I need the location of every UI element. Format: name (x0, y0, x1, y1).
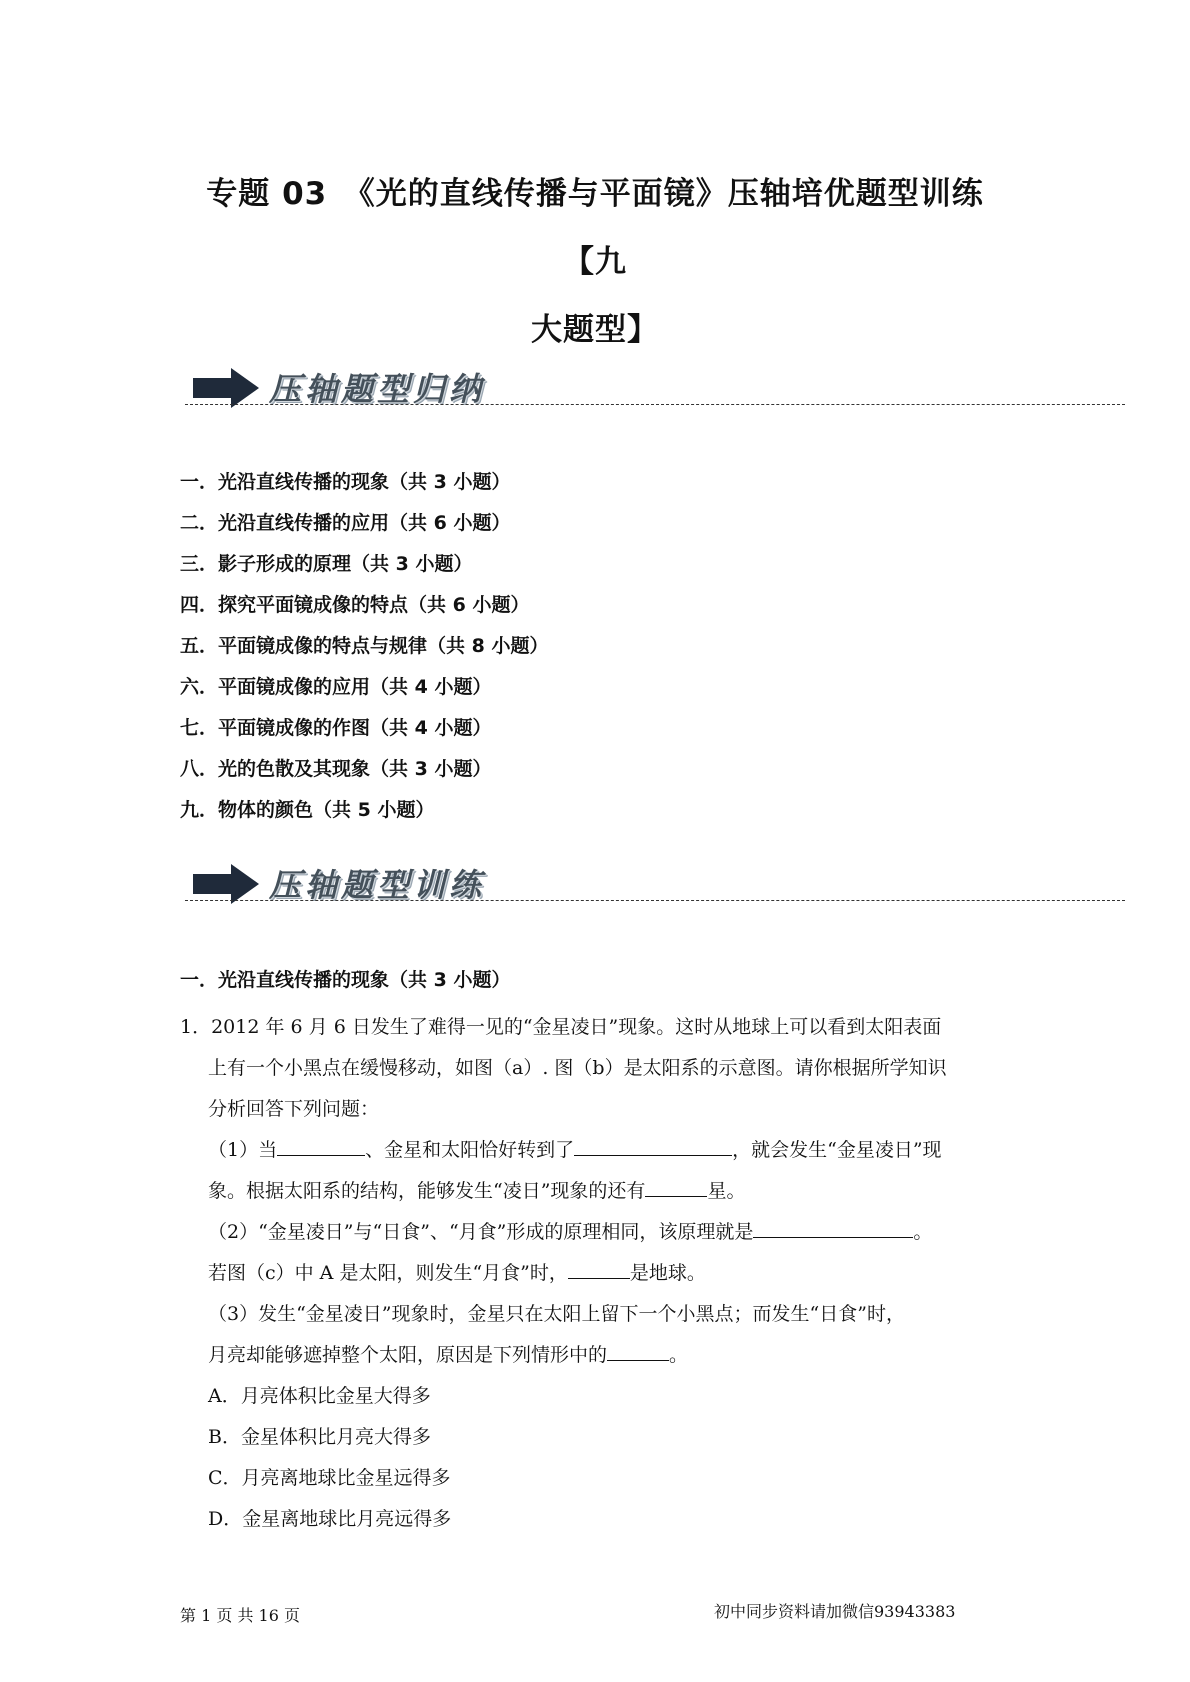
page-title-line-2: 大题型】 (531, 312, 659, 348)
sub-question-1: （1）当 、金星和太阳恰好转到了 ，就会发生“金星凌日”现 (180, 1130, 1010, 1171)
sub-question-3: （3）发生“金星凌日”现象时，金星只在太阳上留下一个小黑点；而发生“日食”时， (208, 1303, 905, 1325)
summary-banner-label: 压轴题型归纳 (269, 370, 486, 408)
arrow-icon (193, 864, 259, 904)
divider (185, 404, 1125, 405)
topic-item: 七．平面镜成像的作图（共 4 小题） (180, 717, 492, 739)
option-b: B．金星体积比月亮大得多 (208, 1426, 431, 1448)
section-heading: 一．光沿直线传播的现象（共 3 小题） (180, 969, 511, 991)
topic-item: 五．平面镜成像的特点与规律（共 8 小题） (180, 635, 549, 657)
answer-blank[interactable] (568, 1256, 630, 1279)
topic-item: 二．光沿直线传播的应用（共 6 小题） (180, 512, 511, 534)
page-title-line-1: 专题 03 《光的直线传播与平面镜》压轴培优题型训练【九 (206, 176, 984, 280)
topic-item: 六．平面镜成像的应用（共 4 小题） (180, 676, 492, 698)
sub-question-1-cont: 象。根据太阳系的结构，能够发生“凌日”现象的还有 星。 (180, 1171, 1010, 1212)
training-banner (185, 856, 1125, 916)
answer-blank[interactable] (607, 1338, 669, 1361)
sub-question-3-cont: 月亮却能够遮掉整个太阳，原因是下列情形中的 。 (180, 1335, 1010, 1376)
topic-item: 九．物体的颜色（共 5 小题） (180, 799, 435, 821)
topic-item: 八．光的色散及其现象（共 3 小题） (180, 758, 492, 780)
answer-blank[interactable] (277, 1133, 365, 1156)
question-stem: 1．2012 年 6 月 6 日发生了难得一见的“金星凌日”现象。这时从地球上可以看到太阳表面 (180, 1016, 942, 1038)
topic-item: 四．探究平面镜成像的特点（共 6 小题） (180, 594, 530, 616)
topic-item: 三．影子形成的原理（共 3 小题） (180, 553, 473, 575)
sub-question-2-cont: 若图（c）中 A 是太阳，则发生“月食”时， 是地球。 (180, 1253, 1010, 1294)
question-1 (180, 1007, 1010, 1540)
page-number: 第 1 页 共 16 页 (180, 1606, 300, 1625)
question-stem: 分析回答下列问题： (208, 1098, 380, 1120)
option-d: D．金星离地球比月亮远得多 (208, 1508, 452, 1530)
training-banner-label: 压轴题型训练 (269, 866, 486, 904)
answer-blank[interactable] (645, 1174, 707, 1197)
divider (185, 900, 1125, 901)
arrow-icon (193, 368, 259, 408)
page-title (180, 160, 1010, 364)
question-stem: 上有一个小黑点在缓慢移动，如图（a）. 图（b）是太阳系的示意图。请你根据所学知识 (208, 1057, 947, 1079)
sub-question-2: （2）“金星凌日”与“日食”、“月食”形成的原理相同，该原理就是 。 (180, 1212, 1010, 1253)
footer-note: 初中同步资料请加微信93943383 (714, 1602, 956, 1621)
summary-banner (185, 360, 1125, 420)
option-c: C．月亮离地球比金星远得多 (208, 1467, 451, 1489)
answer-blank[interactable] (753, 1215, 913, 1238)
option-a: A．月亮体积比金星大得多 (208, 1385, 431, 1407)
topic-item: 一．光沿直线传播的现象（共 3 小题） (180, 471, 511, 493)
topic-list (180, 462, 548, 831)
answer-blank[interactable] (574, 1133, 732, 1156)
